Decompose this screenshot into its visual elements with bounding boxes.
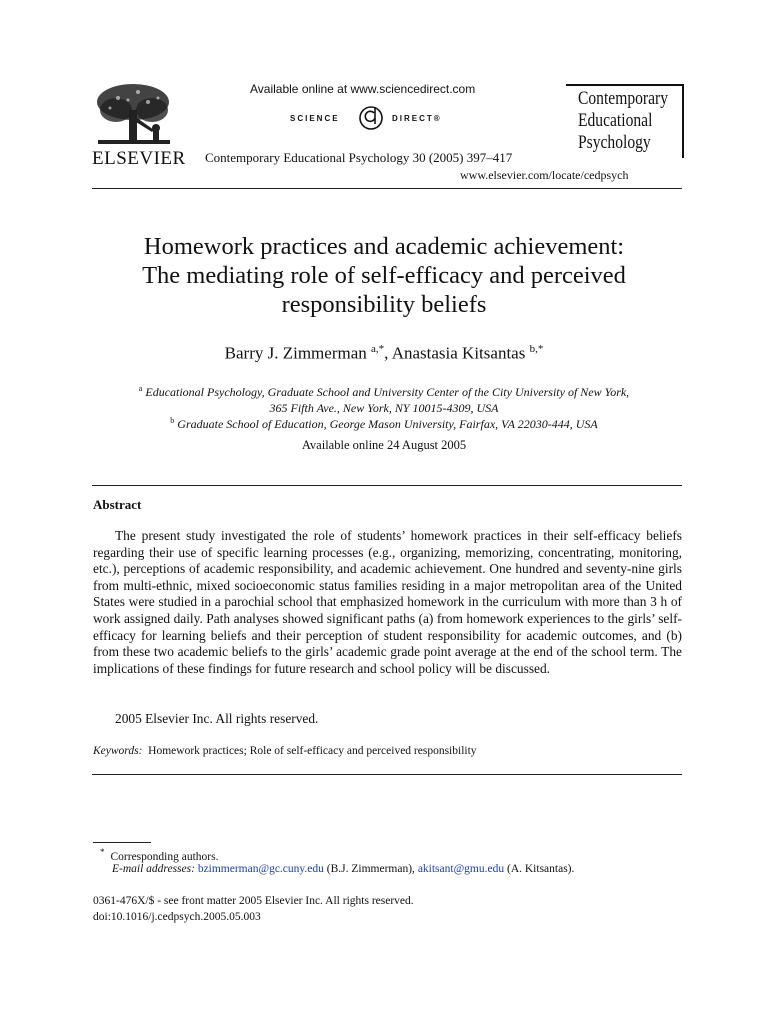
journal-url[interactable]: www.elsevier.com/locate/cedpsych — [460, 168, 629, 182]
header-rule — [92, 188, 682, 189]
journal-name-line3: Psychology — [578, 132, 651, 153]
journal-reference: Contemporary Educational Psychology 30 (2005) 397–417 — [205, 150, 513, 165]
footnote-star: * — [100, 847, 105, 857]
title-line2: The mediating role of self-efficacy and perceived — [142, 262, 626, 289]
email2-name: (A. Kitsantas). — [504, 863, 575, 875]
abstract-top-rule — [92, 485, 682, 486]
author-2-affil[interactable]: b,* — [529, 343, 544, 355]
email-link-zimmerman[interactable]: bzimmerman@gc.cuny.edu — [197, 863, 324, 875]
available-online-text: Available online at www.sciencedirect.com — [250, 82, 476, 96]
corresponding-text: Corresponding authors. — [110, 850, 219, 863]
keywords-list: Homework practices; Role of self-efficacy and perceived responsibility — [148, 745, 477, 757]
abstract-bottom-rule — [92, 774, 682, 775]
affil-b-text: Graduate School of Education, George Mason University, Fairfax, VA 22030-444, USA — [177, 417, 598, 431]
sd-right-text: DIRECT® — [392, 114, 442, 123]
title-line1: Homework practices and academic achievement: — [143, 233, 625, 260]
corresponding-footnote — [100, 847, 218, 863]
affiliation-a — [84, 381, 684, 416]
sciencedirect-logo — [290, 106, 450, 134]
doi-line[interactable]: doi:10.1016/j.cedpsych.2005.05.003 — [93, 911, 261, 923]
journal-title-box — [566, 84, 684, 158]
email1-name: (B.J. Zimmerman), — [323, 863, 418, 875]
affil-a-mark: a — [138, 384, 143, 393]
footnote-rule — [93, 842, 151, 843]
publisher-name: ELSEVIER — [92, 148, 186, 169]
sciencedirect-d-icon — [356, 102, 386, 137]
abstract-body: The present study investigated the role of students’ homework practices in their self-efficacy beliefs regarding their use of specific learning processes (e.g., organizing, memorizing, concentrating, monitoring, etc.), perceptions of academic responsibility, and academic achievement. One hundred and seventy-nine girls from multi-ethnic, mixed socioeconomic status families residing in a major metropolitan area of the United States were studied in a parochial school that emphasized homework in the curriculum with more than 3 h of work assigned daily. Path analyses showed significant paths (a) from homework experiences to the girls’ self-efficacy for learning beliefs and their perception of student responsibility for academic outcomes, and (b) from these two academic beliefs to the girls’ academic grade point average at the end of the school term. The implications of these findings for future research and school policy will be discussed. — [93, 528, 682, 676]
affil-a-line2: 365 Fifth Ave., New York, NY 10015-4309, USA — [269, 401, 499, 415]
author-2: Anastasia Kitsantas — [391, 343, 526, 363]
title-line3: responsibility beliefs — [281, 291, 487, 318]
sd-left-text: SCIENCE — [290, 114, 340, 123]
author-separator: , — [384, 343, 392, 363]
author-1-affil[interactable]: a,* — [371, 343, 385, 355]
available-online-date: Available online 24 August 2005 — [301, 438, 467, 452]
article-title — [84, 232, 684, 319]
email-link-kitsantas[interactable]: akitsant@gmu.edu — [417, 863, 505, 875]
journal-name-line2: Educational — [578, 110, 653, 131]
abstract-copyright: 2005 Elsevier Inc. All rights reserved. — [115, 711, 319, 726]
affiliation-b — [84, 413, 684, 432]
issn-line: 0361-476X/$ - see front matter 2005 Elsevier Inc. All rights reserved. — [93, 895, 414, 907]
email-label: E-mail addresses: — [112, 863, 195, 875]
journal-box-top-rule — [566, 84, 684, 86]
author-1: Barry J. Zimmerman — [224, 343, 367, 363]
journal-box-side-rule — [682, 84, 684, 158]
keywords-label: Keywords: — [93, 745, 143, 757]
affil-a-line1: Educational Psychology, Graduate School and University Center of the City University of New York, — [145, 385, 630, 399]
journal-name-line1: Contemporary — [578, 88, 669, 109]
journal-name — [578, 88, 668, 154]
email-footnote — [112, 863, 574, 875]
abstract-heading: Abstract — [93, 497, 142, 512]
keywords — [93, 745, 477, 757]
author-list — [84, 343, 684, 364]
affil-b-mark: b — [170, 416, 175, 425]
